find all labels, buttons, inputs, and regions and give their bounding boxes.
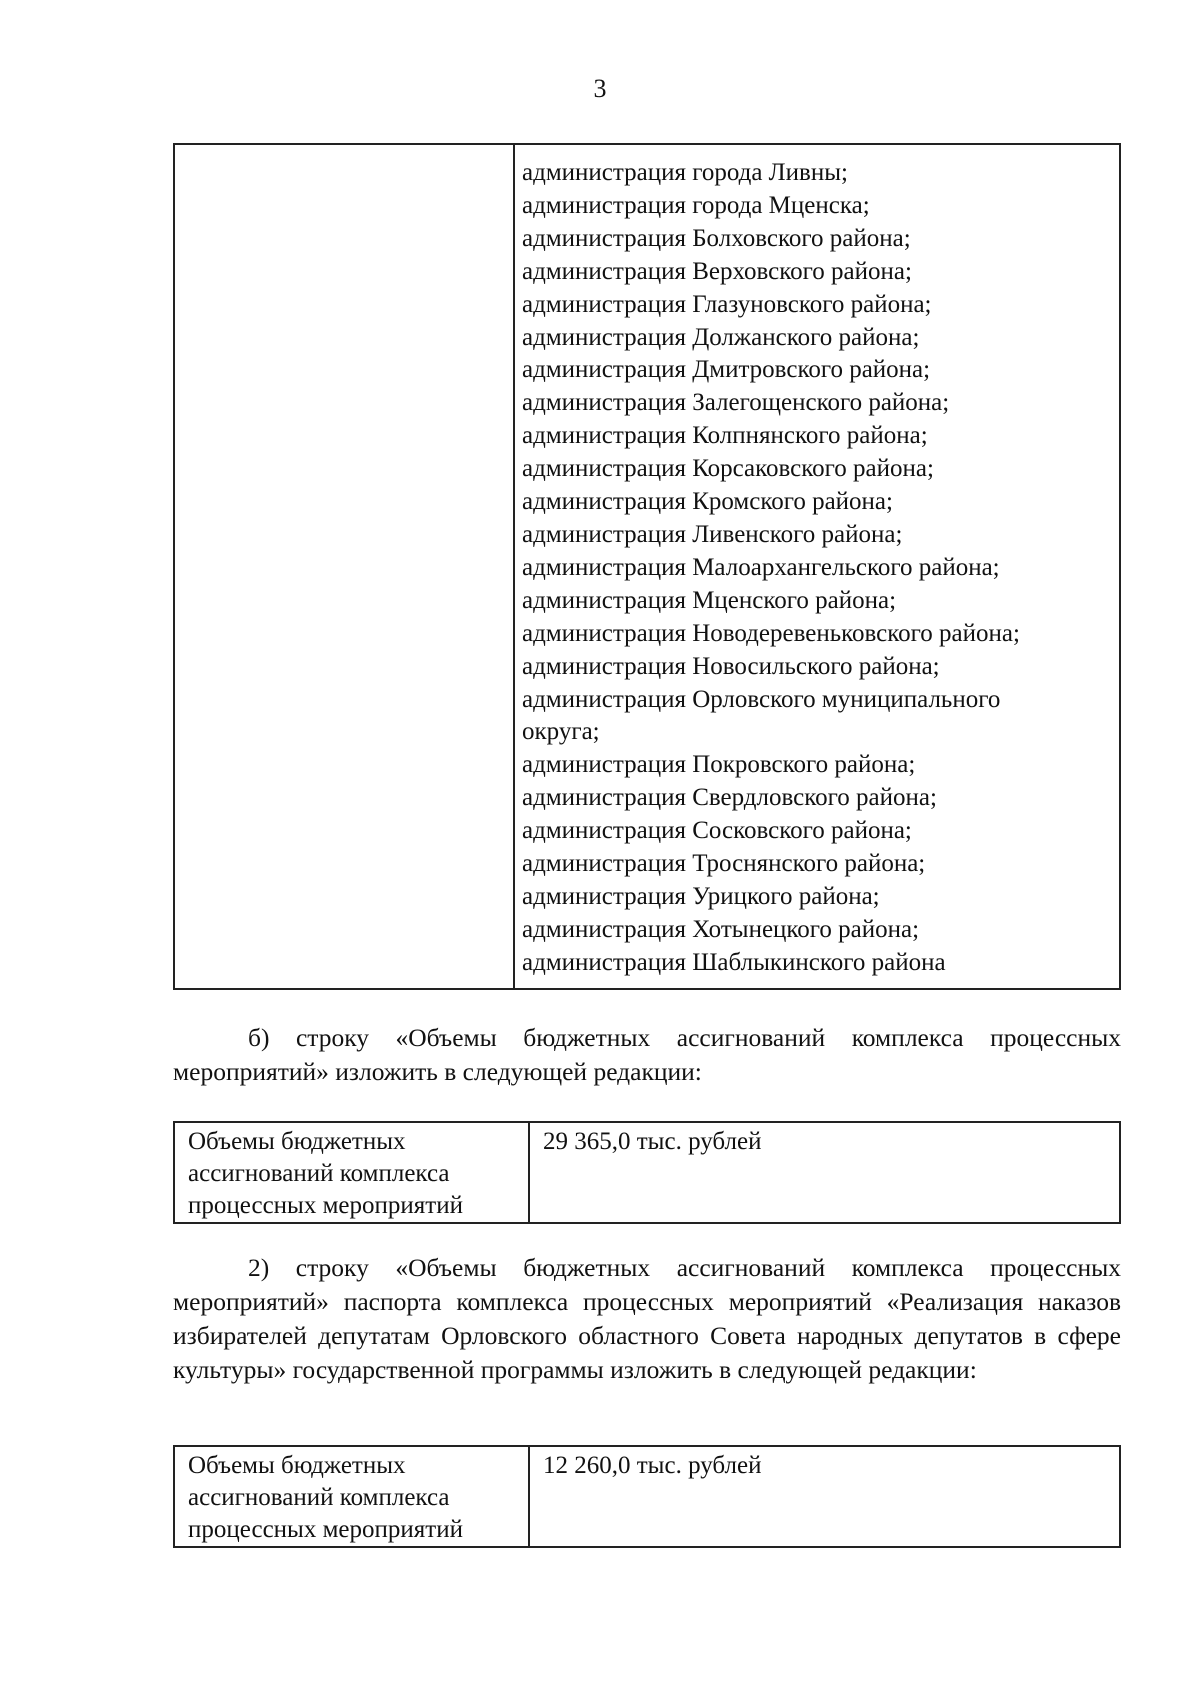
budget-table-2 bbox=[173, 1445, 1121, 1548]
administrations-table bbox=[173, 143, 1121, 990]
list-item: администрация Сосковского района; bbox=[522, 817, 912, 845]
table-row bbox=[174, 1122, 1120, 1223]
page-number: 3 bbox=[593, 74, 607, 103]
list-item: администрация Должанского района; bbox=[522, 323, 920, 351]
list-item: администрация Кромского района; bbox=[522, 488, 893, 516]
budget-label-line: Объемы бюджетных bbox=[188, 1452, 406, 1479]
list-item: администрация Малоархангельского района; bbox=[522, 553, 1000, 581]
paragraph-b bbox=[173, 1021, 1121, 1089]
list-item: администрация Свердловского района; bbox=[522, 784, 937, 812]
list-item: администрация Колпнянского района; bbox=[522, 422, 928, 450]
table-cell-empty bbox=[174, 144, 514, 989]
budget-label-line: ассигнований комплекса bbox=[188, 1160, 450, 1187]
paragraph-2 bbox=[173, 1251, 1121, 1387]
list-item: администрация Глазуновского района; bbox=[522, 290, 932, 318]
list-item: администрация города Ливны; bbox=[522, 159, 848, 186]
list-item: администрация Троснянского района; bbox=[522, 850, 926, 878]
list-item: администрация Новодеревеньковского района; bbox=[522, 619, 1020, 647]
list-item: администрация Хотынецкого района; bbox=[522, 915, 920, 943]
budget-label-line: процессных мероприятий bbox=[188, 1516, 463, 1543]
list-item: администрация Дмитровского района; bbox=[522, 356, 931, 384]
list-item: администрация Мценского района; bbox=[522, 586, 897, 614]
paragraph-b-text: б) строку «Объемы бюджетных ассигнований комплекса процессных мероприятий» изложить в следующей редакции: bbox=[173, 1023, 1121, 1086]
administrations-list-cell bbox=[514, 144, 1120, 989]
list-item: администрация Орловского муниципального bbox=[522, 685, 1001, 713]
list-item: администрация Урицкого района; bbox=[522, 882, 880, 910]
list-item: округа; bbox=[522, 718, 600, 746]
list-item: администрация Новосильского района; bbox=[522, 652, 940, 680]
budget-label-cell bbox=[174, 1122, 529, 1223]
list-item: администрация Верховского района; bbox=[522, 257, 912, 285]
budget-label-line: процессных мероприятий bbox=[188, 1192, 463, 1219]
list-item: администрация Залегощенского района; bbox=[522, 389, 950, 417]
budget-label-cell bbox=[174, 1446, 529, 1547]
budget-label-line: Объемы бюджетных bbox=[188, 1128, 406, 1155]
paragraph-2-text: 2) строку «Объемы бюджетных ассигнований комплекса процессных мероприятий» паспорта комплекса процессных мероприятий «Реализация наказов избирателей депутатам Орловского областного Совета народных депутатов в сфере культуры» государственной программы изложить в следующей редакции: bbox=[173, 1253, 1121, 1384]
budget-table-b bbox=[173, 1121, 1121, 1224]
budget-label-line: ассигнований комплекса bbox=[188, 1484, 450, 1511]
budget-value-cell: 29 365,0 тыс. рублей bbox=[529, 1122, 1120, 1223]
list-item: администрация Покровского района; bbox=[522, 751, 916, 779]
table-row bbox=[174, 144, 1120, 989]
list-item: администрация Болховского района; bbox=[522, 224, 911, 252]
table-row bbox=[174, 1446, 1120, 1547]
list-item: администрация Шаблыкинского района bbox=[522, 948, 946, 976]
list-item: администрация Ливенского района; bbox=[522, 520, 903, 548]
budget-value-cell: 12 260,0 тыс. рублей bbox=[529, 1446, 1120, 1547]
list-item: администрация города Мценска; bbox=[522, 191, 870, 219]
list-item: администрация Корсаковского района; bbox=[522, 455, 934, 483]
